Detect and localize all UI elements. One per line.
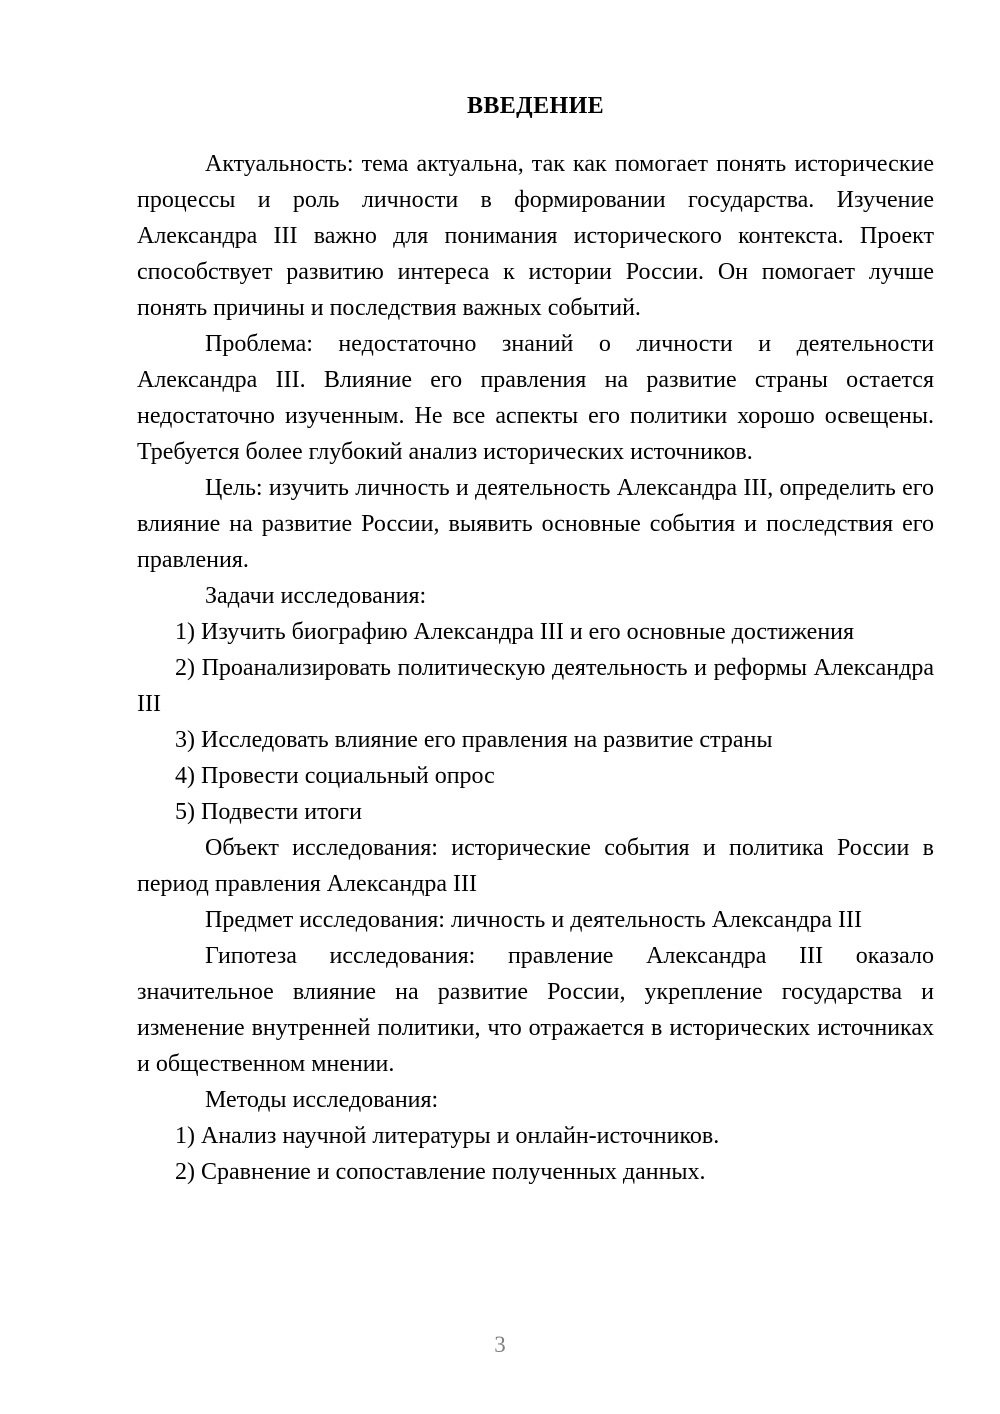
list-item-zadacha-4: 4) Провести социальный опрос [175, 763, 495, 789]
list-item-metod-1: 1) Анализ научной литературы и онлайн-источников. [175, 1123, 720, 1149]
paragraph-predmet: Предмет исследования: личность и деятельность Александра III [205, 907, 862, 933]
paragraph-gipoteza: Гипотеза исследования: правление Александра III оказало значительное влияние на развитие России, укрепление государства и изменение внутренней политики, что отражается в исторических источниках и общественном мнении. [137, 943, 934, 1077]
heading-metody: Методы исследования: [205, 1087, 439, 1113]
page-number: 3 [494, 1332, 506, 1357]
paragraph-obekt: Объект исследования: исторические события и политика России в период правления Александра III [137, 835, 934, 897]
list-item-zadacha-2: 2) Проанализировать политическую деятельность и реформы Александра III [137, 655, 934, 717]
paragraph-problema: Проблема: недостаточно знаний о личности и деятельности Александра III. Влияние его правления на развитие страны остается недостаточно изученным. Не все аспекты его политики хорошо освещены. Требуется более глубокий анализ исторических источников. [137, 331, 934, 465]
list-item-zadacha-3: 3) Исследовать влияние его правления на развитие страны [175, 727, 773, 753]
list-item-zadacha-1: 1) Изучить биографию Александра III и его основные достижения [175, 619, 855, 645]
list-item-zadacha-5: 5) Подвести итоги [175, 799, 362, 825]
document-body [137, 88, 934, 1190]
page-title: ВВЕДЕНИЕ [466, 93, 605, 119]
paragraph-cel: Цель: изучить личность и деятельность Александра III, определить его влияние на развитие России, выявить основные события и последствия его правления. [137, 475, 934, 573]
paragraph-aktualnost: Актуальность: тема актуальна, так как помогает понять исторические процессы и роль личности в формировании государства. Изучение Александра III важно для понимания исторического контекста. Проект способствует развитию интереса к истории России. Он помогает лучше понять причины и последствия важных событий. [137, 151, 934, 321]
heading-zadachi: Задачи исследования: [205, 583, 427, 609]
list-item-metod-2: 2) Сравнение и сопоставление полученных данных. [175, 1159, 706, 1185]
